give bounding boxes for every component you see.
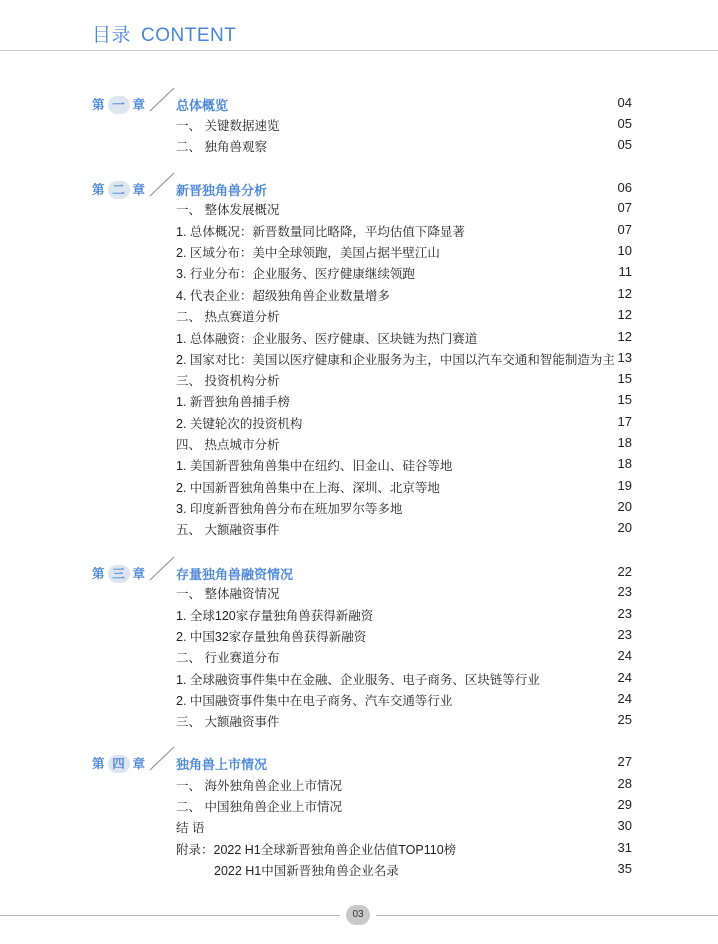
toc-entry[interactable] xyxy=(176,627,632,645)
toc-entry-page: 24 xyxy=(617,691,632,706)
toc-entry[interactable] xyxy=(176,414,632,432)
toc-entry-page: 23 xyxy=(617,584,632,599)
toc-entry-page: 25 xyxy=(617,712,632,727)
toc-entry-text: 1. 美国新晋独角兽集中在纽约、旧金山、硅谷等地 xyxy=(176,459,453,473)
toc-entry[interactable] xyxy=(176,499,632,517)
chapter-page-number: 27 xyxy=(617,754,632,769)
toc-entry-page: 24 xyxy=(617,648,632,663)
toc-entry-text: 1. 全球融资事件集中在金融、企业服务、电子商务、区块链等行业 xyxy=(176,673,540,687)
chapter-slash-divider xyxy=(148,171,178,197)
title-cn: 目录 xyxy=(92,25,132,46)
chapter-label: 第 一 章 xyxy=(92,98,146,112)
chapter-heading[interactable] xyxy=(92,179,632,199)
toc-entry-page: 20 xyxy=(617,520,632,535)
page-number-badge: 03 xyxy=(346,905,370,925)
toc-entry-page: 07 xyxy=(617,222,632,237)
toc-entry-page: 07 xyxy=(617,200,632,215)
toc-entry[interactable] xyxy=(176,286,632,304)
toc-entry-page: 12 xyxy=(617,329,632,344)
footer-divider-right xyxy=(376,915,718,916)
toc-entry[interactable] xyxy=(176,222,632,240)
chapter-label: 第 四 章 xyxy=(92,757,146,771)
title-en: CONTENT xyxy=(141,25,237,46)
toc-entry-page: 15 xyxy=(617,371,632,386)
toc-entry[interactable] xyxy=(176,776,632,794)
chapter-heading[interactable] xyxy=(92,753,632,773)
toc-entry-text: 三、 大额融资事件 xyxy=(176,715,280,729)
toc-entry-page: 29 xyxy=(617,797,632,812)
toc-entry-text: 一、 关键数据速览 xyxy=(176,119,280,133)
toc-entry[interactable] xyxy=(176,350,632,368)
toc-entry-page: 11 xyxy=(618,264,632,279)
toc-entry-text: 2. 中国新晋独角兽集中在上海、深圳、北京等地 xyxy=(176,481,440,495)
toc-entry[interactable] xyxy=(176,818,632,836)
toc-entry[interactable] xyxy=(176,264,632,282)
toc-entry[interactable] xyxy=(176,712,632,730)
toc-entry-text: 1. 总体融资：企业服务、医疗健康、区块链为热门赛道 xyxy=(176,332,478,346)
toc-entry-page: 13 xyxy=(617,350,632,365)
toc-entry-text: 四、 热点城市分析 xyxy=(176,438,280,452)
toc-entry[interactable] xyxy=(176,861,632,879)
toc-entry-text: 1. 全球120家存量独角兽获得新融资 xyxy=(176,609,374,623)
toc-entry-text: 三、 投资机构分析 xyxy=(176,374,280,388)
toc-entry-page: 20 xyxy=(617,499,632,514)
toc-entry-page: 18 xyxy=(617,435,632,450)
toc-entry[interactable] xyxy=(176,456,632,474)
toc-entry-text: 2. 国家对比：美国以医疗健康和企业服务为主，中国以汽车交通和智能制造为主 xyxy=(176,353,615,367)
chapter-page-number: 22 xyxy=(617,564,632,579)
toc-entry-page: 05 xyxy=(617,116,632,131)
toc-entry-text: 2. 区域分布：美中全球领跑，美国占据半壁江山 xyxy=(176,246,440,260)
toc-entry-text: 2. 中国融资事件集中在电子商务、汽车交通等行业 xyxy=(176,694,453,708)
chapter-title: 总体概览 xyxy=(176,98,229,113)
chapter-label: 第 二 章 xyxy=(92,183,146,197)
chapter-heading[interactable] xyxy=(92,563,632,583)
page-title xyxy=(92,20,236,47)
toc-entry-text: 2. 关键轮次的投资机构 xyxy=(176,417,303,431)
toc-entry-text: 一、 海外独角兽企业上市情况 xyxy=(176,779,342,793)
toc-entry-text: 结 语 xyxy=(176,821,205,835)
toc-entry-text: 附录：2022 H1全球新晋独角兽企业估值TOP110榜 xyxy=(176,843,457,857)
chapter-title: 新晋独角兽分析 xyxy=(176,183,268,198)
toc-entry-text: 1. 总体概况：新晋数量同比略降，平均估值下降显著 xyxy=(176,225,465,239)
toc-entry[interactable] xyxy=(176,797,632,815)
toc-entry-page: 12 xyxy=(617,307,632,322)
toc-entry-text: 五、 大额融资事件 xyxy=(176,523,280,537)
toc-entry-page: 24 xyxy=(617,670,632,685)
toc-entry-text: 4. 代表企业：超级独角兽企业数量增多 xyxy=(176,289,390,303)
chapter-number-badge: 二 xyxy=(108,181,130,199)
toc-entry[interactable] xyxy=(176,392,632,410)
chapter-label: 第 三 章 xyxy=(92,567,146,581)
toc-entry-page: 30 xyxy=(617,818,632,833)
chapter-slash-divider xyxy=(148,745,178,771)
toc-entry[interactable] xyxy=(176,371,632,389)
toc-entry[interactable] xyxy=(176,584,632,602)
toc-entry-page: 35 xyxy=(617,861,632,876)
toc-entry-page: 23 xyxy=(617,627,632,642)
toc-entry-page: 28 xyxy=(617,776,632,791)
chapter-number-badge: 三 xyxy=(108,565,130,583)
toc-entry-text: 二、 独角兽观察 xyxy=(176,140,267,154)
toc-entry[interactable] xyxy=(176,670,632,688)
toc-entry[interactable] xyxy=(176,116,632,134)
toc-entry[interactable] xyxy=(176,243,632,261)
chapter-number-badge: 一 xyxy=(108,96,130,114)
toc-entry-page: 19 xyxy=(617,478,632,493)
toc-entry-page: 05 xyxy=(617,137,632,152)
toc-entry-text: 3. 行业分布：企业服务、医疗健康继续领跑 xyxy=(176,267,415,281)
toc-entry[interactable] xyxy=(176,307,632,325)
toc-entry-text: 2022 H1中国新晋独角兽企业名录 xyxy=(214,864,399,878)
toc-entry-text: 2. 中国32家存量独角兽获得新融资 xyxy=(176,630,367,644)
toc-entry-text: 3. 印度新晋独角兽分布在班加罗尔等多地 xyxy=(176,502,403,516)
header-divider xyxy=(0,50,718,51)
toc-entry[interactable] xyxy=(176,200,632,218)
toc-entry[interactable] xyxy=(176,435,632,453)
toc-entry[interactable] xyxy=(176,840,632,858)
footer-divider-left xyxy=(0,915,340,916)
toc-entry[interactable] xyxy=(176,478,632,496)
chapter-page-number: 04 xyxy=(617,95,632,110)
toc-entry[interactable] xyxy=(176,329,632,347)
toc-entry[interactable] xyxy=(176,137,632,155)
toc-entry-page: 15 xyxy=(617,392,632,407)
chapter-title: 独角兽上市情况 xyxy=(176,757,268,772)
chapter-heading[interactable] xyxy=(92,94,632,114)
chapter-number-badge: 四 xyxy=(108,755,130,773)
toc-entry[interactable] xyxy=(176,520,632,538)
toc-entry-page: 10 xyxy=(617,243,632,258)
chapter-title: 存量独角兽融资情况 xyxy=(176,567,294,582)
chapter-page-number: 06 xyxy=(617,180,632,195)
toc-entry-text: 二、 行业赛道分布 xyxy=(176,651,280,665)
chapter-slash-divider xyxy=(148,86,178,112)
toc-entry-text: 1. 新晋独角兽捕手榜 xyxy=(176,395,290,409)
toc-entry-text: 一、 整体发展概况 xyxy=(176,203,280,217)
toc-entry-page: 23 xyxy=(617,606,632,621)
toc-entry[interactable] xyxy=(176,691,632,709)
toc-entry-page: 18 xyxy=(617,456,632,471)
toc-entry-text: 二、 热点赛道分析 xyxy=(176,310,280,324)
toc-entry-page: 17 xyxy=(617,414,632,429)
chapter-slash-divider xyxy=(148,555,178,581)
toc-entry-page: 31 xyxy=(617,840,632,855)
toc-entry[interactable] xyxy=(176,606,632,624)
toc-entry[interactable] xyxy=(176,648,632,666)
toc-entry-text: 一、 整体融资情况 xyxy=(176,587,280,601)
toc-entry-page: 12 xyxy=(617,286,632,301)
toc-entry-text: 二、 中国独角兽企业上市情况 xyxy=(176,800,342,814)
